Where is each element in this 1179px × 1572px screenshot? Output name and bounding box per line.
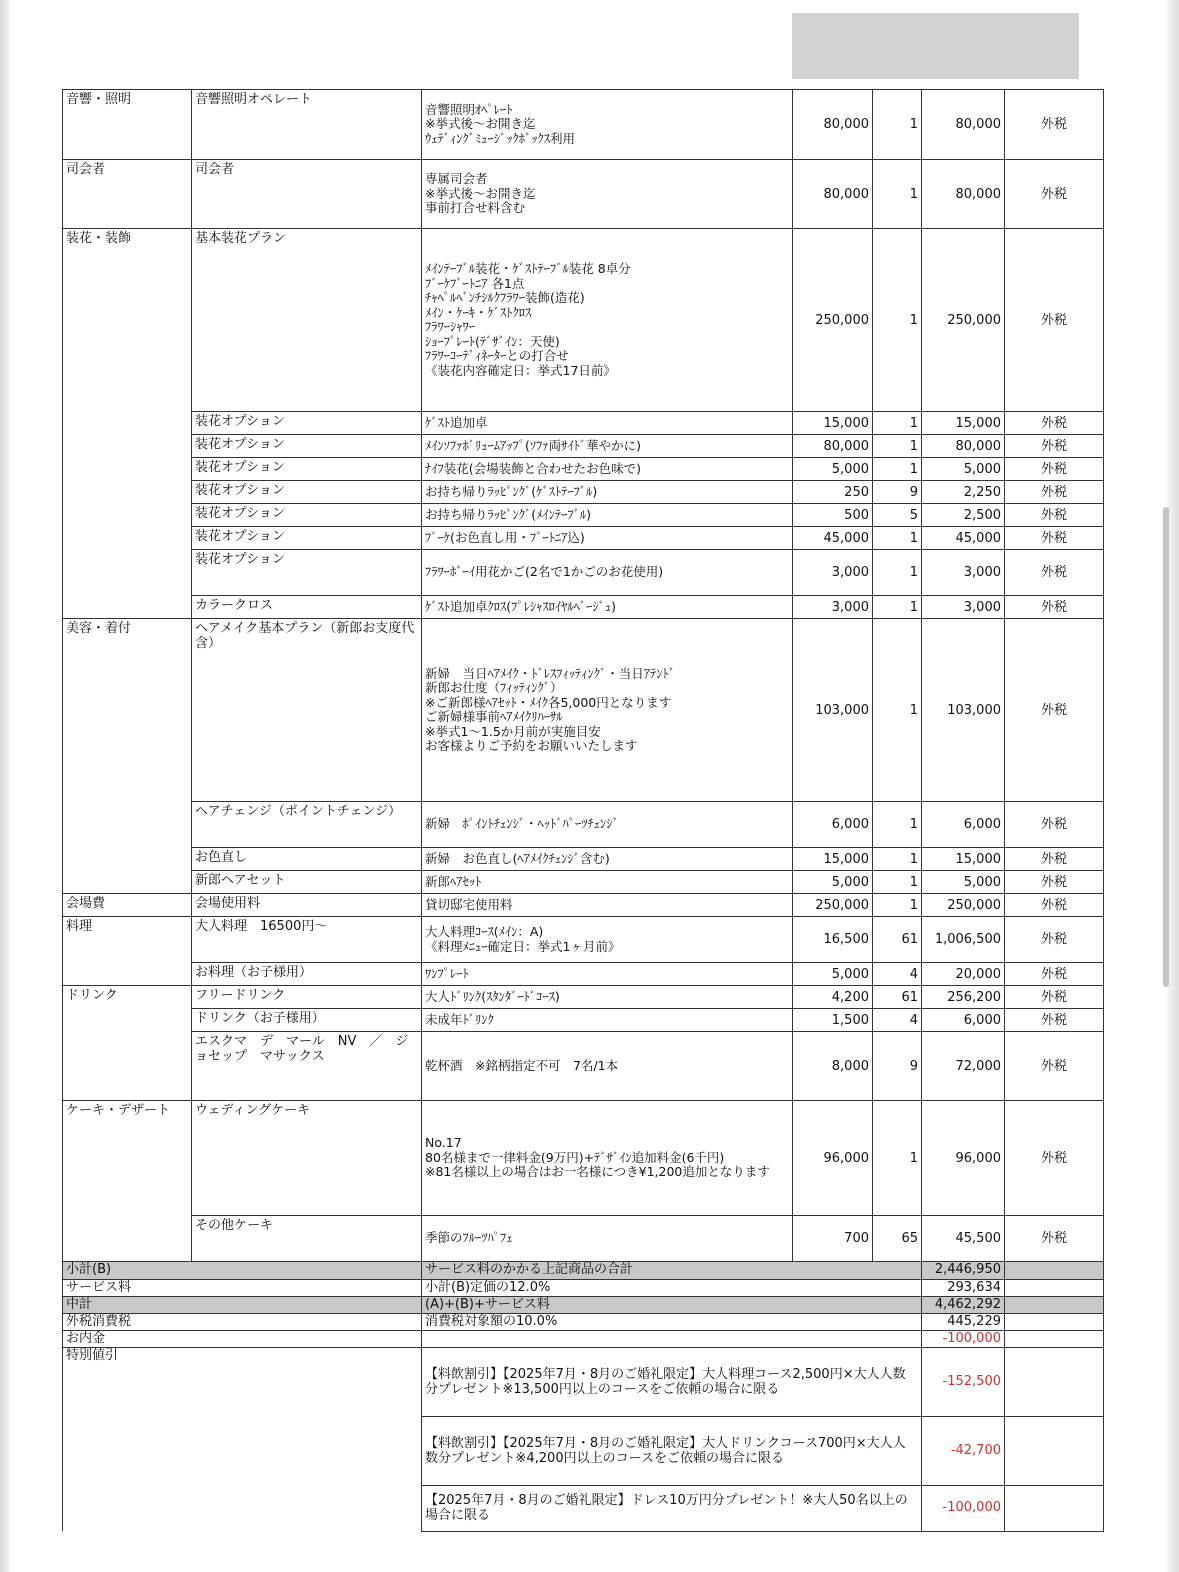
redacted-area bbox=[792, 13, 1079, 79]
item-cell: 新郎ヘアセット bbox=[192, 871, 422, 894]
tax-type-cell: 外税 bbox=[1005, 1009, 1104, 1032]
subtotal-extra bbox=[1005, 1262, 1104, 1279]
subtotal-label: 小計(B) bbox=[63, 1262, 422, 1279]
item-cell: 装花オプション bbox=[192, 504, 422, 527]
page-left-edge bbox=[0, 0, 9, 1572]
category-cell bbox=[63, 435, 192, 458]
table-row bbox=[63, 619, 1104, 802]
tax-type-cell: 外税 bbox=[1005, 848, 1104, 871]
description-cell: 貸切邸宅使用料 bbox=[422, 894, 793, 917]
description-cell: お持ち帰りﾗｯﾋﾟﾝｸﾞ(ﾒｲﾝﾃｰﾌﾞﾙ) bbox=[422, 504, 793, 527]
table-row bbox=[63, 986, 1104, 1009]
amount-cell: 80,000 bbox=[922, 90, 1005, 160]
quantity-cell: 9 bbox=[873, 1032, 922, 1101]
consumption-tax-description: 消費税対象額の10.0% bbox=[422, 1313, 922, 1330]
unit-price-cell: 5,000 bbox=[793, 458, 873, 481]
discount-description: 【料飲割引】【2025年7月・8月のご婚礼限定】大人料理コース2,500円×大人人数分プレゼント※13,500円以上のコースをご依頼の場合に限る bbox=[422, 1347, 922, 1416]
tax-type-cell: 外税 bbox=[1005, 90, 1104, 160]
table-row bbox=[63, 481, 1104, 504]
item-cell: ヘアチェンジ（ポイントチェンジ） bbox=[192, 802, 422, 848]
unit-price-cell: 1,500 bbox=[793, 1009, 873, 1032]
description-cell: 乾杯酒 ※銘柄指定不可 7名/1本 bbox=[422, 1032, 793, 1101]
description-cell: 大人ﾄﾞﾘﾝｸ(ｽﾀﾝﾀﾞｰﾄﾞｺｰｽ) bbox=[422, 986, 793, 1009]
category-cell bbox=[63, 1032, 192, 1101]
amount-cell: 15,000 bbox=[922, 412, 1005, 435]
tax-type-cell: 外税 bbox=[1005, 596, 1104, 619]
category-cell bbox=[63, 550, 192, 596]
consumption-tax-extra bbox=[1005, 1313, 1104, 1330]
tax-type-cell: 外税 bbox=[1005, 160, 1104, 229]
description-cell: No.17 80名様まで一律料金(9万円)+ﾃﾞｻﾞｲﾝ追加料金(6千円) ※81名様以上の場合はお一名様につき¥1,200追加となります bbox=[422, 1101, 793, 1216]
subtotal-description: サービス料のかかる上記商品の合計 bbox=[422, 1262, 922, 1279]
amount-cell: 6,000 bbox=[922, 1009, 1005, 1032]
table-row bbox=[63, 1009, 1104, 1032]
quantity-cell: 9 bbox=[873, 481, 922, 504]
unit-price-cell: 250,000 bbox=[793, 229, 873, 412]
quantity-cell: 1 bbox=[873, 435, 922, 458]
tax-type-cell: 外税 bbox=[1005, 435, 1104, 458]
quantity-cell: 1 bbox=[873, 550, 922, 596]
item-cell: ヘアメイク基本プラン（新郎お支度代含） bbox=[192, 619, 422, 802]
discount-amount: -152,500 bbox=[922, 1347, 1005, 1416]
category-cell bbox=[63, 802, 192, 848]
unit-price-cell: 3,000 bbox=[793, 596, 873, 619]
quantity-cell: 1 bbox=[873, 229, 922, 412]
category-cell: ドリンク bbox=[63, 986, 192, 1009]
item-cell: 装花オプション bbox=[192, 412, 422, 435]
amount-cell: 45,500 bbox=[922, 1216, 1005, 1262]
item-cell: 装花オプション bbox=[192, 435, 422, 458]
description-cell: 新婦 当日ﾍｱﾒｲｸ・ﾄﾞﾚｽﾌｨｯﾃｨﾝｸﾞ・当日ｱﾃﾝﾄﾞ 新郎お仕度（ﾌｨｯﾃｨﾝｸﾞ） ※ご新郎様ﾍｱｾｯﾄ・ﾒｲｸ各5,000円となります ご新婦様事前ﾍｱﾒｲｸﾘﾊｰｻﾙ ※挙式1～1.5か月前が実施目安 お客様よりご予約をお願いいたします bbox=[422, 619, 793, 802]
discount-amount: -100,000 bbox=[922, 1485, 1005, 1531]
category-cell: 美容・着付 bbox=[63, 619, 192, 802]
table-row bbox=[63, 1101, 1104, 1216]
quantity-cell: 5 bbox=[873, 504, 922, 527]
middle-total-row bbox=[63, 1296, 1104, 1313]
tax-type-cell: 外税 bbox=[1005, 1216, 1104, 1262]
category-cell bbox=[63, 481, 192, 504]
description-cell: ﾒｲﾝﾃｰﾌﾞﾙ装花・ｹﾞｽﾄﾃｰﾌﾞﾙ装花 8卓分 ﾌﾞｰｹﾌﾞｰﾄﾆｱ 各1点 ﾁｬﾍﾟﾙﾍﾞﾝﾁｼﾙｸﾌﾗﾜｰ装飾(造花) ﾒｲﾝ・ｹｰｷ・ｹﾞｽﾄｸﾛｽ ﾌﾗﾜｰｼｬﾜｰ ｼｮｰﾌﾟﾚｰﾄ(ﾃﾞｻﾞｲﾝ：天使) ﾌﾗﾜｰｺｰﾃﾞｨﾈｰﾀｰとの打合せ 《装花内容確定日：挙式17日前》 bbox=[422, 229, 793, 412]
quantity-cell: 65 bbox=[873, 1216, 922, 1262]
amount-cell: 5,000 bbox=[922, 871, 1005, 894]
table-row bbox=[63, 160, 1104, 229]
description-cell: ﾜﾝﾌﾟﾚｰﾄ bbox=[422, 963, 793, 986]
discount-extra bbox=[1005, 1485, 1104, 1531]
unit-price-cell: 4,200 bbox=[793, 986, 873, 1009]
deposit-description bbox=[422, 1330, 922, 1347]
amount-cell: 80,000 bbox=[922, 435, 1005, 458]
category-cell bbox=[63, 504, 192, 527]
deposit-row bbox=[63, 1330, 1104, 1347]
tax-type-cell: 外税 bbox=[1005, 802, 1104, 848]
category-cell bbox=[63, 871, 192, 894]
amount-cell: 2,250 bbox=[922, 481, 1005, 504]
tax-type-cell: 外税 bbox=[1005, 619, 1104, 802]
unit-price-cell: 250 bbox=[793, 481, 873, 504]
unit-price-cell: 45,000 bbox=[793, 527, 873, 550]
table-row bbox=[63, 229, 1104, 412]
amount-cell: 3,000 bbox=[922, 596, 1005, 619]
table-row bbox=[63, 412, 1104, 435]
discount-extra bbox=[1005, 1416, 1104, 1485]
description-cell: ﾌﾞｰｹ(お色直し用・ﾌﾞｰﾄﾆｱ込) bbox=[422, 527, 793, 550]
unit-price-cell: 3,000 bbox=[793, 550, 873, 596]
description-cell: 未成年ﾄﾞﾘﾝｸ bbox=[422, 1009, 793, 1032]
item-cell: お料理（お子様用） bbox=[192, 963, 422, 986]
consumption-tax-label: 外税消費税 bbox=[63, 1313, 422, 1330]
unit-price-cell: 96,000 bbox=[793, 1101, 873, 1216]
service-fee-extra bbox=[1005, 1279, 1104, 1296]
description-cell: 専属司会者 ※挙式後～お開き迄 事前打合せ料含む bbox=[422, 160, 793, 229]
tax-type-cell: 外税 bbox=[1005, 504, 1104, 527]
amount-cell: 72,000 bbox=[922, 1032, 1005, 1101]
table-row bbox=[63, 435, 1104, 458]
tax-type-cell: 外税 bbox=[1005, 894, 1104, 917]
quantity-cell: 61 bbox=[873, 917, 922, 963]
description-cell: 大人料理ｺｰｽ(ﾒｲﾝ：A) 《料理ﾒﾆｭｰ確定日：挙式1ヶ月前》 bbox=[422, 917, 793, 963]
quantity-cell: 1 bbox=[873, 412, 922, 435]
table-row bbox=[63, 871, 1104, 894]
unit-price-cell: 700 bbox=[793, 1216, 873, 1262]
quantity-cell: 1 bbox=[873, 527, 922, 550]
tax-type-cell: 外税 bbox=[1005, 871, 1104, 894]
amount-cell: 256,200 bbox=[922, 986, 1005, 1009]
unit-price-cell: 103,000 bbox=[793, 619, 873, 802]
item-cell: 装花オプション bbox=[192, 458, 422, 481]
summary-table bbox=[62, 1262, 1104, 1532]
unit-price-cell: 80,000 bbox=[793, 160, 873, 229]
unit-price-cell: 250,000 bbox=[793, 894, 873, 917]
middle-total-label: 中計 bbox=[63, 1296, 422, 1313]
table-row bbox=[63, 596, 1104, 619]
description-cell: 新婦 お色直し(ﾍｱﾒｲｸﾁｪﾝｼﾞ含む) bbox=[422, 848, 793, 871]
subtotal-amount: 2,446,950 bbox=[922, 1262, 1005, 1279]
description-cell: ｹﾞｽﾄ追加卓ｸﾛｽ(ﾌﾟﾚｼｬｽﾛｲﾔﾙﾍﾞｰｼﾞｭ) bbox=[422, 596, 793, 619]
consumption-tax-row bbox=[63, 1313, 1104, 1330]
item-cell: 司会者 bbox=[192, 160, 422, 229]
quantity-cell: 1 bbox=[873, 871, 922, 894]
category-cell: 音響・照明 bbox=[63, 90, 192, 160]
table-row bbox=[63, 527, 1104, 550]
unit-price-cell: 15,000 bbox=[793, 412, 873, 435]
category-cell: 装花・装飾 bbox=[63, 229, 192, 412]
tax-type-cell: 外税 bbox=[1005, 481, 1104, 504]
deposit-label: お内金 bbox=[63, 1330, 422, 1347]
quantity-cell: 1 bbox=[873, 802, 922, 848]
middle-total-amount: 4,462,292 bbox=[922, 1296, 1005, 1313]
description-cell: 音響照明ｵﾍﾟﾚｰﾄ ※挙式後～お開き迄 ｳｪﾃﾞｨﾝｸﾞﾐｭｰｼﾞｯｸﾎﾞｯｸｽ利用 bbox=[422, 90, 793, 160]
table-row bbox=[63, 963, 1104, 986]
category-cell: 料理 bbox=[63, 917, 192, 963]
table-row bbox=[63, 90, 1104, 160]
description-cell: お持ち帰りﾗｯﾋﾟﾝｸﾞ(ｹﾞｽﾄﾃｰﾌﾞﾙ) bbox=[422, 481, 793, 504]
quantity-cell: 1 bbox=[873, 458, 922, 481]
category-cell bbox=[63, 963, 192, 986]
quantity-cell: 4 bbox=[873, 963, 922, 986]
item-cell: 装花オプション bbox=[192, 481, 422, 504]
table-row bbox=[63, 504, 1104, 527]
category-cell: ケーキ・デザート bbox=[63, 1101, 192, 1216]
description-cell: ﾒｲﾝｿﾌｧﾎﾞﾘｭｰﾑｱｯﾌﾟ(ｿﾌｧ両ｻｲﾄﾞ華やかに) bbox=[422, 435, 793, 458]
description-cell: ﾌﾗﾜｰﾎﾞｰｲ用花かご(2名で1かごのお花使用) bbox=[422, 550, 793, 596]
tax-type-cell: 外税 bbox=[1005, 1032, 1104, 1101]
category-cell bbox=[63, 848, 192, 871]
service-fee-amount: 293,634 bbox=[922, 1279, 1005, 1296]
table-row bbox=[63, 1032, 1104, 1101]
category-cell bbox=[63, 412, 192, 435]
consumption-tax-amount: 445,229 bbox=[922, 1313, 1005, 1330]
category-cell: 会場費 bbox=[63, 894, 192, 917]
table-row bbox=[63, 894, 1104, 917]
subtotal-row bbox=[63, 1262, 1104, 1279]
item-cell: 音響照明オペレート bbox=[192, 90, 422, 160]
tax-type-cell: 外税 bbox=[1005, 917, 1104, 963]
quantity-cell: 1 bbox=[873, 90, 922, 160]
category-cell bbox=[63, 1216, 192, 1262]
discount-amount: -42,700 bbox=[922, 1416, 1005, 1485]
table-row bbox=[63, 802, 1104, 848]
quantity-cell: 1 bbox=[873, 848, 922, 871]
quantity-cell: 1 bbox=[873, 619, 922, 802]
description-cell: 新郎ﾍｱｾｯﾄ bbox=[422, 871, 793, 894]
tax-type-cell: 外税 bbox=[1005, 527, 1104, 550]
service-fee-description: 小計(B)定価の12.0% bbox=[422, 1279, 922, 1296]
item-cell: 装花オプション bbox=[192, 527, 422, 550]
item-cell: エスクマ デ マール NV ／ ジョセップ マサックス bbox=[192, 1032, 422, 1101]
item-cell: 装花オプション bbox=[192, 550, 422, 596]
amount-cell: 15,000 bbox=[922, 848, 1005, 871]
amount-cell: 20,000 bbox=[922, 963, 1005, 986]
unit-price-cell: 80,000 bbox=[793, 90, 873, 160]
item-cell: 大人料理 16500円～ bbox=[192, 917, 422, 963]
item-cell: 基本装花プラン bbox=[192, 229, 422, 412]
unit-price-cell: 8,000 bbox=[793, 1032, 873, 1101]
item-cell: 会場使用料 bbox=[192, 894, 422, 917]
amount-cell: 96,000 bbox=[922, 1101, 1005, 1216]
description-cell: 季節のﾌﾙｰﾂﾊﾟﾌｪ bbox=[422, 1216, 793, 1262]
tax-type-cell: 外税 bbox=[1005, 963, 1104, 986]
quantity-cell: 1 bbox=[873, 1101, 922, 1216]
tax-type-cell: 外税 bbox=[1005, 412, 1104, 435]
tax-type-cell: 外税 bbox=[1005, 986, 1104, 1009]
amount-cell: 3,000 bbox=[922, 550, 1005, 596]
item-cell: フリードリンク bbox=[192, 986, 422, 1009]
tax-type-cell: 外税 bbox=[1005, 229, 1104, 412]
discount-description: 【料飲割引】【2025年7月・8月のご婚礼限定】大人ドリンクコース700円×大人人数分プレゼント※4,200円以上のコースをご依頼の場合に限る bbox=[422, 1416, 922, 1485]
discount-description: 【2025年7月・8月のご婚礼限定】ドレス10万円分プレゼント！※大人50名以上の場合に限る bbox=[422, 1485, 922, 1531]
item-cell: その他ケーキ bbox=[192, 1216, 422, 1262]
table-row bbox=[63, 458, 1104, 481]
deposit-amount: -100,000 bbox=[922, 1330, 1005, 1347]
unit-price-cell: 80,000 bbox=[793, 435, 873, 458]
middle-total-description: (A)+(B)+サービス料 bbox=[422, 1296, 922, 1313]
item-cell: ウェディングケーキ bbox=[192, 1101, 422, 1216]
special-discount-label: 特別値引 bbox=[63, 1347, 422, 1531]
item-cell: お色直し bbox=[192, 848, 422, 871]
quantity-cell: 1 bbox=[873, 160, 922, 229]
table-row bbox=[63, 848, 1104, 871]
description-cell: 新婦 ﾎﾟｲﾝﾄﾁｪﾝｼﾞ・ﾍｯﾄﾞﾊﾟｰﾂﾁｪﾝｼﾞ bbox=[422, 802, 793, 848]
quantity-cell: 4 bbox=[873, 1009, 922, 1032]
quantity-cell: 1 bbox=[873, 596, 922, 619]
unit-price-cell: 500 bbox=[793, 504, 873, 527]
amount-cell: 5,000 bbox=[922, 458, 1005, 481]
amount-cell: 2,500 bbox=[922, 504, 1005, 527]
amount-cell: 80,000 bbox=[922, 160, 1005, 229]
item-cell: カラークロス bbox=[192, 596, 422, 619]
unit-price-cell: 15,000 bbox=[793, 848, 873, 871]
category-cell bbox=[63, 458, 192, 481]
description-cell: ﾅｲﾌ装花(会場装飾と合わせたお色味で) bbox=[422, 458, 793, 481]
scrollbar-thumb[interactable] bbox=[1163, 507, 1169, 987]
category-cell bbox=[63, 527, 192, 550]
deposit-extra bbox=[1005, 1330, 1104, 1347]
service-fee-row bbox=[63, 1279, 1104, 1296]
tax-type-cell: 外税 bbox=[1005, 1101, 1104, 1216]
table-row bbox=[63, 1216, 1104, 1262]
middle-total-extra bbox=[1005, 1296, 1104, 1313]
amount-cell: 250,000 bbox=[922, 229, 1005, 412]
table-row bbox=[63, 550, 1104, 596]
amount-cell: 45,000 bbox=[922, 527, 1005, 550]
amount-cell: 6,000 bbox=[922, 802, 1005, 848]
category-cell bbox=[63, 596, 192, 619]
category-cell bbox=[63, 1009, 192, 1032]
quantity-cell: 1 bbox=[873, 894, 922, 917]
unit-price-cell: 6,000 bbox=[793, 802, 873, 848]
amount-cell: 250,000 bbox=[922, 894, 1005, 917]
discount-extra bbox=[1005, 1347, 1104, 1416]
item-cell: ドリンク（お子様用） bbox=[192, 1009, 422, 1032]
amount-cell: 1,006,500 bbox=[922, 917, 1005, 963]
category-cell: 司会者 bbox=[63, 160, 192, 229]
description-cell: ｹﾞｽﾄ追加卓 bbox=[422, 412, 793, 435]
unit-price-cell: 16,500 bbox=[793, 917, 873, 963]
unit-price-cell: 5,000 bbox=[793, 871, 873, 894]
discount-row bbox=[63, 1347, 1104, 1416]
quote-table bbox=[62, 89, 1104, 1262]
tax-type-cell: 外税 bbox=[1005, 550, 1104, 596]
amount-cell: 103,000 bbox=[922, 619, 1005, 802]
unit-price-cell: 5,000 bbox=[793, 963, 873, 986]
service-fee-label: サービス料 bbox=[63, 1279, 422, 1296]
tax-type-cell: 外税 bbox=[1005, 458, 1104, 481]
quantity-cell: 61 bbox=[873, 986, 922, 1009]
table-row bbox=[63, 917, 1104, 963]
